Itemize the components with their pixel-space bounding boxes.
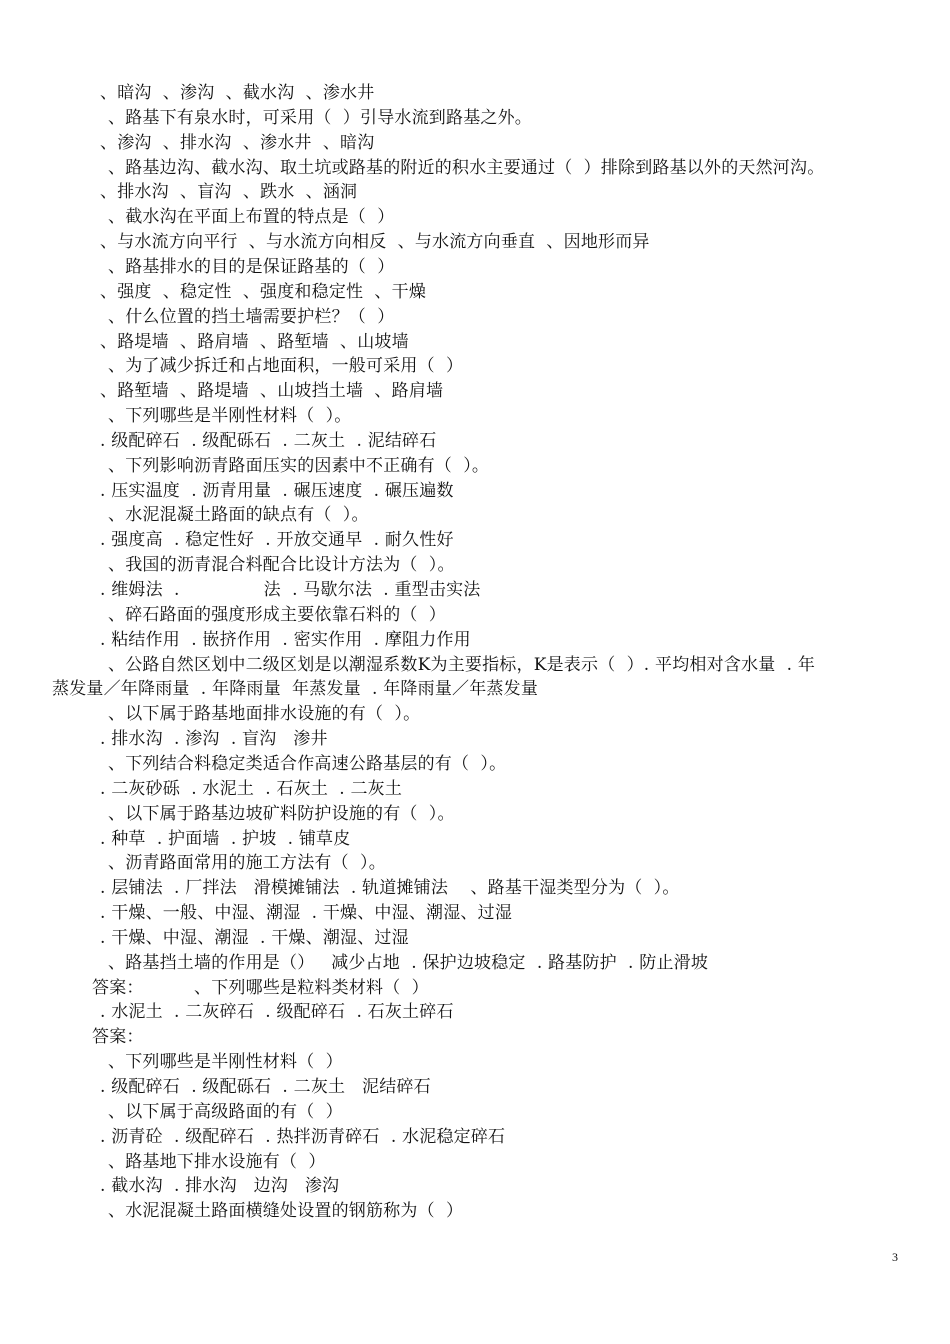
- text-line: 蒸发量／年降雨量 . 年降雨量 年蒸发量 . 年降雨量／年蒸发量: [52, 679, 539, 700]
- options-line: 、与水流方向平行 、与水流方向相反 、与水流方向垂直 、因地形而异: [100, 232, 650, 253]
- options-line: 、渗沟 、排水沟 、渗水井 、暗沟: [100, 132, 375, 153]
- options-line: . 级配碎石 . 级配砾石 . 二灰土 泥结碎石: [100, 1077, 431, 1097]
- question-line: 、为了减少拆迁和占地面积，一般可采用（ ）: [108, 356, 464, 377]
- question-line: 、水泥混凝土路面的缺点有（ ）。: [108, 505, 369, 526]
- answer-line: 答案： 、下列哪些是粒料类材料（ ）: [92, 977, 429, 998]
- question-line: 、水泥混凝土路面横缝处设置的钢筋称为（ ）: [108, 1201, 464, 1222]
- options-line: . 干燥、一般、中湿、潮湿 . 干燥、中湿、潮湿、过湿: [100, 903, 513, 924]
- options-line: . 排水沟 . 渗沟 . 盲沟 渗井: [100, 729, 328, 750]
- question-line: 、截水沟在平面上布置的特点是（ ）: [108, 207, 395, 228]
- options-line: 、强度 、稳定性 、强度和稳定性 、干燥: [100, 281, 427, 302]
- question-line: 、路基地下排水设施有（ ）: [108, 1151, 326, 1172]
- question-line: 、碎石路面的强度形成主要依靠石料的（ ）: [108, 604, 447, 625]
- question-line: 、路基排水的目的是保证路基的（ ）: [108, 256, 395, 277]
- question-line: 、路基边沟、截水沟、取土坑或路基的附近的积水主要通过（ ）排除到路基以外的天然河沟。: [108, 157, 825, 178]
- question-line: 、什么位置的挡土墙需要护栏？（ ）: [108, 306, 395, 327]
- options-line: . 层铺法 . 厂拌法 滑模摊铺法 . 轨道摊铺法 、路基干湿类型分为（ ）。: [100, 878, 680, 899]
- options-line: . 干燥、中湿、潮湿 . 干燥、潮湿、过湿: [100, 927, 409, 948]
- options-line: 、暗沟 、渗沟 、截水沟 、渗水井: [100, 83, 375, 103]
- options-line: 、路堑墙 、路堤墙 、山坡挡土墙 、路肩墙: [100, 381, 444, 402]
- question-line: 、以下属于路基地面排水设施的有（ ）。: [108, 704, 421, 725]
- question-line: 、下列影响沥青路面压实的因素中不正确有（ ）。: [108, 455, 490, 476]
- options-line: . 种草 . 护面墙 . 护坡 . 铺草皮: [100, 828, 351, 849]
- options-line: . 沥青砼 . 级配碎石 . 热拌沥青碎石 . 水泥稳定碎石: [100, 1126, 506, 1147]
- options-line: . 粘结作用 . 嵌挤作用 . 密实作用 . 摩阻力作用: [100, 629, 471, 650]
- options-line: . 级配碎石 . 级配砾石 . 二灰土 . 泥结碎石: [100, 430, 437, 451]
- question-line: 、下列哪些是半刚性材料（ ）。: [108, 406, 352, 427]
- options-line: . 二灰砂砾 . 水泥土 . 石灰土 . 二灰土: [100, 778, 403, 799]
- question-line: 、以下属于路基边坡矿料防护设施的有（ ）。: [108, 803, 455, 824]
- options-line: . 强度高 . 稳定性好 . 开放交通早 . 耐久性好: [100, 530, 454, 551]
- answer-line: 答案：: [92, 1027, 144, 1048]
- question-line: 、下列哪些是半刚性材料（ ）: [108, 1052, 343, 1073]
- options-line: . 截水沟 . 排水沟 边沟 渗沟: [100, 1176, 340, 1197]
- question-line: 、以下属于高级路面的有（ ）: [108, 1101, 343, 1122]
- question-line: 、下列结合料稳定类适合作高速公路基层的有（ ）。: [108, 753, 507, 774]
- question-line: 、路基下有泉水时，可采用（ ）引导水流到路基之外。: [108, 107, 533, 128]
- page-number: 3: [892, 1250, 898, 1264]
- options-line: 、路堤墙 、路肩墙 、路堑墙 、山坡墙: [100, 331, 409, 352]
- question-line: 、沥青路面常用的施工方法有（ ）。: [108, 853, 386, 874]
- question-line: 、公路自然区划中二级区划是以潮湿系数K为主要指标，K是表示（ ）. 平均相对含水量 . 年: [108, 654, 816, 675]
- question-line: 、我国的沥青混合料配合比设计方法为（ ）。: [108, 555, 455, 576]
- options-line: . 水泥土 . 二灰碎石 . 级配碎石 . 石灰土碎石: [100, 1002, 454, 1023]
- options-line: . 维姆法 . 法 . 马歇尔法 . 重型击实法: [100, 580, 481, 600]
- question-line: 、路基挡土墙的作用是（） 减少占地 . 保护边坡稳定 . 路基防护 . 防止滑坡: [108, 952, 709, 973]
- options-line: . 压实温度 . 沥青用量 . 碾压速度 . 碾压遍数: [100, 480, 454, 501]
- options-line: 、排水沟 、盲沟 、跌水 、涵洞: [100, 182, 358, 203]
